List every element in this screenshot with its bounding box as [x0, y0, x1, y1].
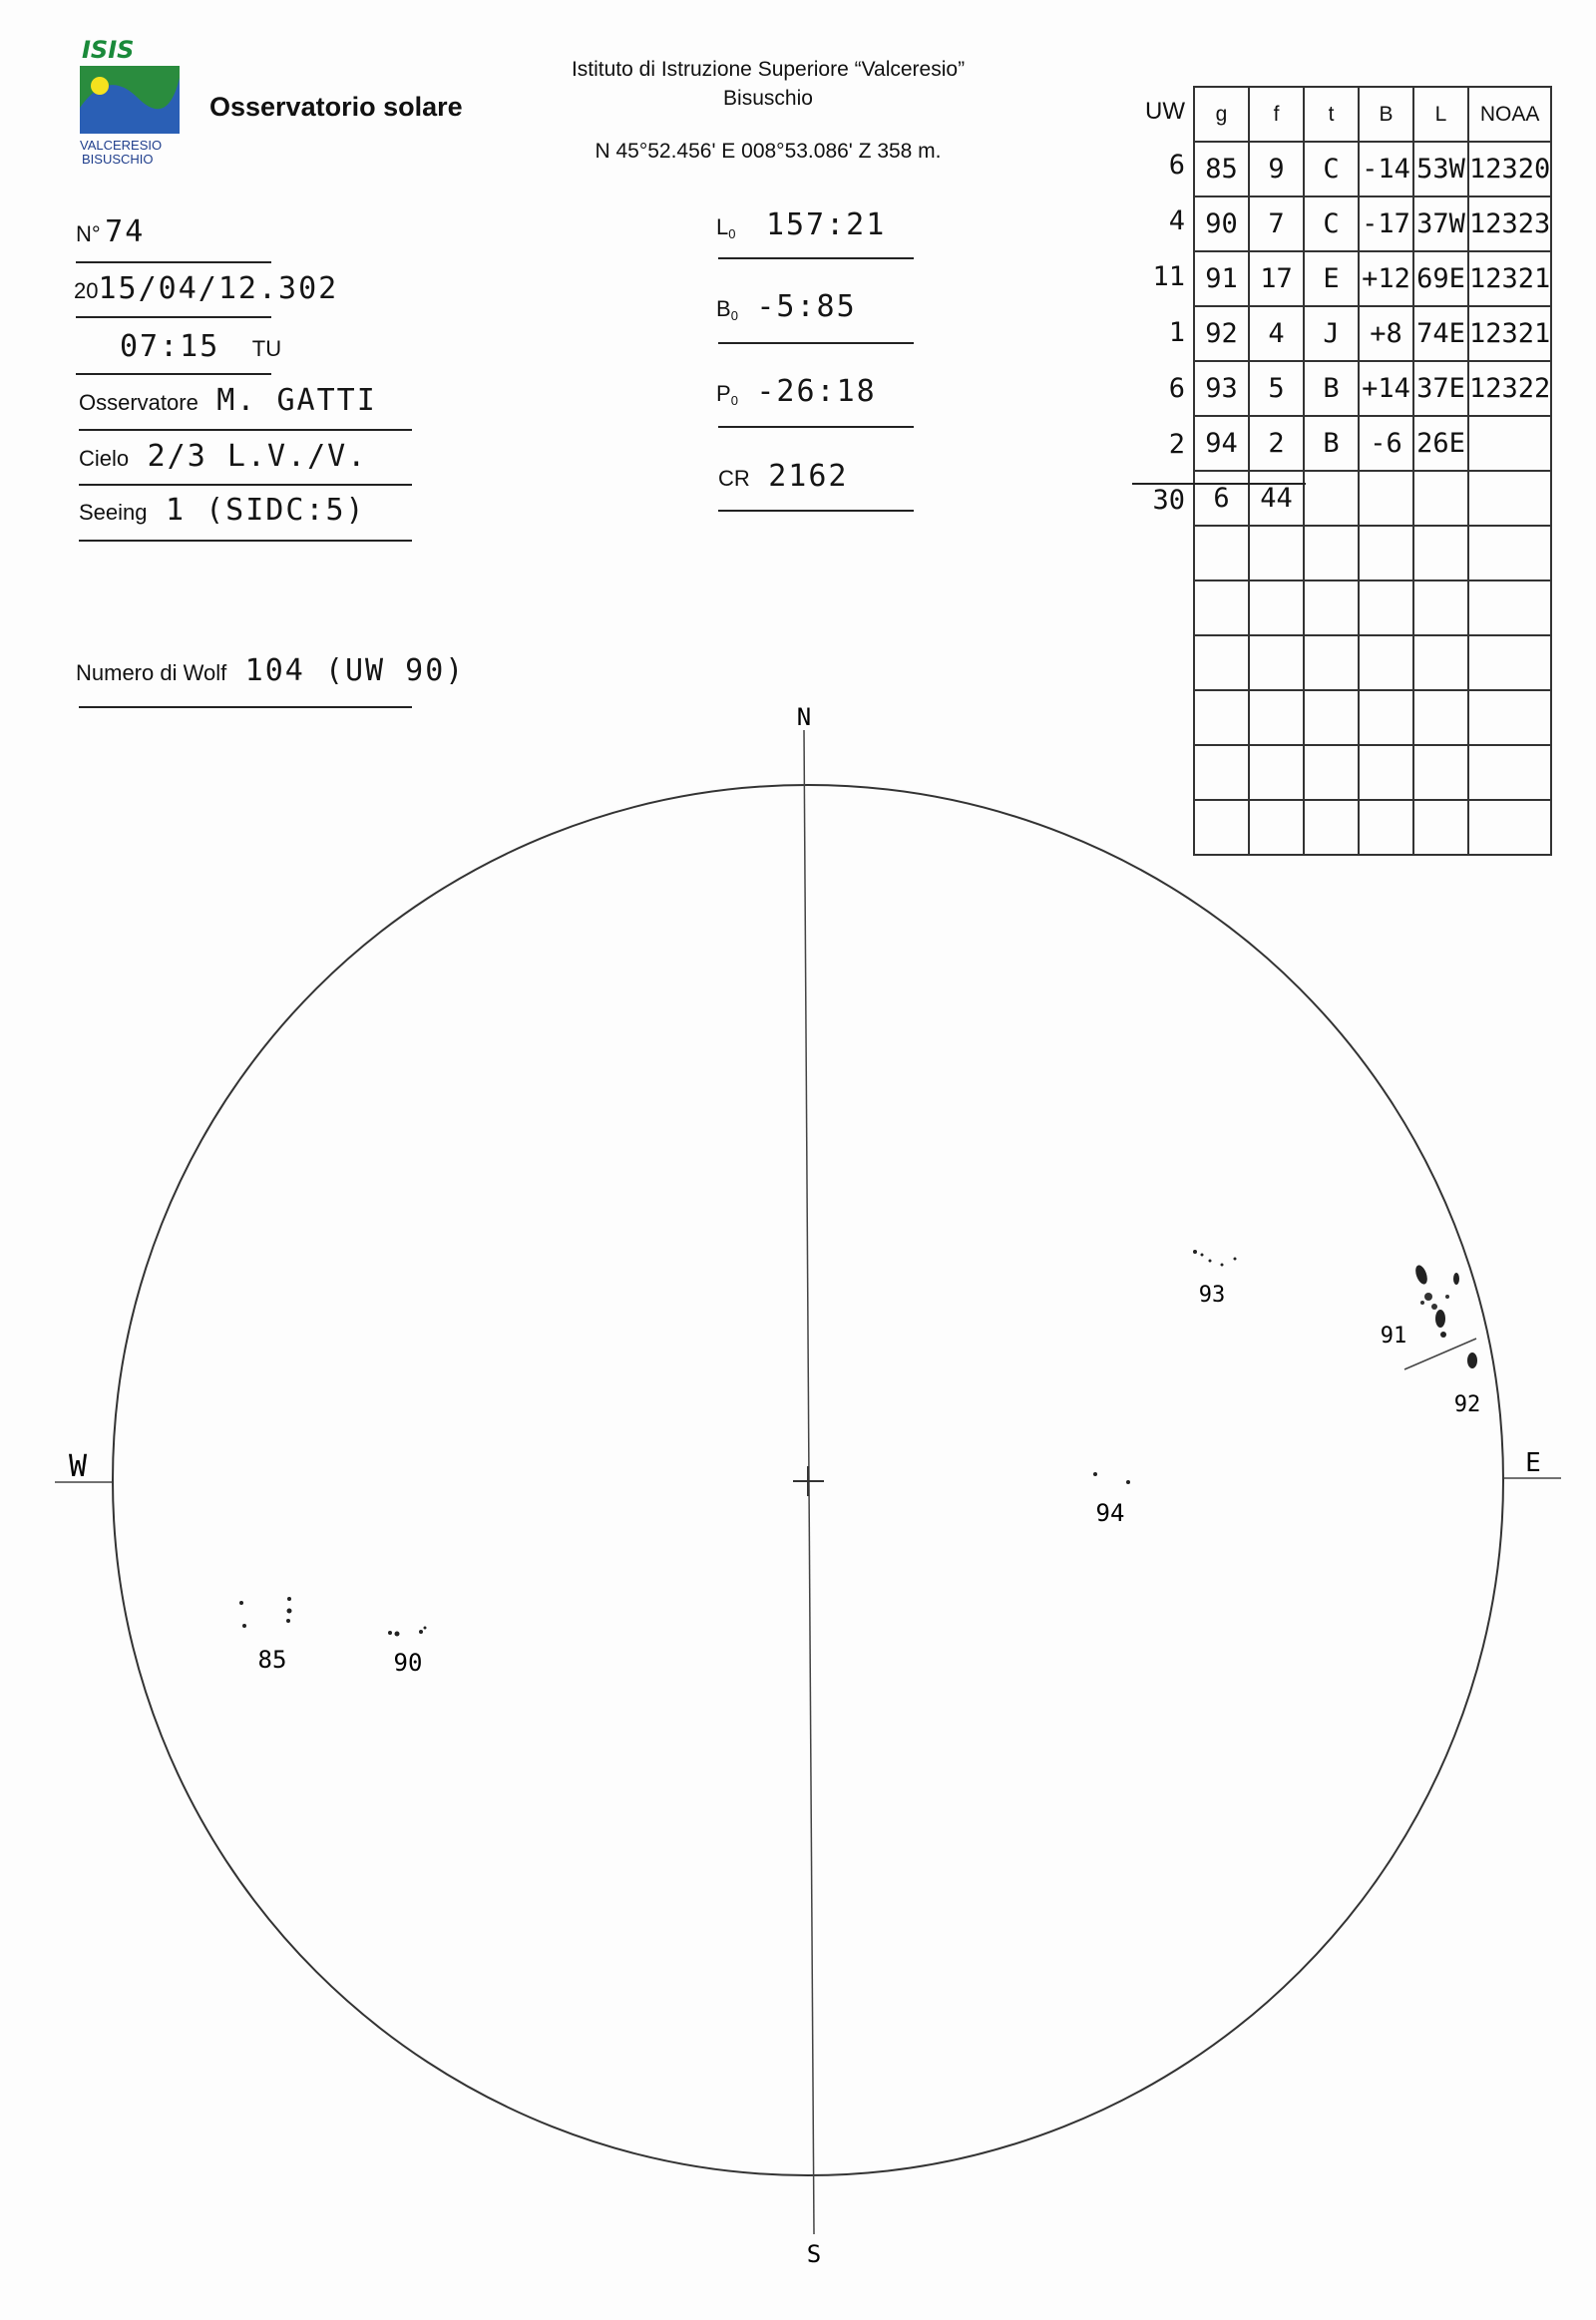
col-f-header: f — [1249, 87, 1304, 142]
uw-value: 6 — [1168, 150, 1185, 181]
institute-line-2: Bisuschio — [723, 87, 813, 110]
sunspot-group-94 — [1093, 1472, 1130, 1527]
cell-f: 4 — [1249, 306, 1304, 361]
date-prefix: 20 — [74, 278, 99, 303]
cell-noaa: 12321 — [1468, 306, 1551, 361]
cell-t: B — [1304, 416, 1359, 471]
cell-g: 90 — [1194, 196, 1249, 251]
uw-value: 2 — [1168, 429, 1185, 460]
observatory-title: Osservatorio solare — [209, 92, 463, 122]
cell-t: B — [1304, 361, 1359, 416]
cell-g: 93 — [1194, 361, 1249, 416]
wolf-label: Numero di Wolf — [76, 660, 227, 685]
sunspot-group-90 — [388, 1627, 427, 1678]
cell-g: 91 — [1194, 251, 1249, 306]
cell-f: 7 — [1249, 196, 1304, 251]
col-t-header: t — [1304, 87, 1359, 142]
col-b-header: B — [1359, 87, 1413, 142]
cell-b: +8 — [1359, 306, 1413, 361]
logo-caption-2: BISUSCHIO — [82, 152, 154, 167]
institute-line-1: Istituto di Istruzione Superiore “Valceresio” — [571, 58, 966, 81]
uw-value: 11 — [1152, 261, 1185, 292]
group-91-92-divider — [1404, 1339, 1476, 1369]
col-noaa-header: NOAA — [1468, 87, 1551, 142]
seeing-label: Seeing — [79, 500, 148, 525]
p0-value: -26:18 — [756, 374, 877, 409]
observer-value: M. GATTI — [216, 383, 377, 418]
wolf-value: 104 (UW 90) — [244, 653, 466, 688]
l0-value: 157:21 — [765, 207, 887, 242]
total-f: 44 — [1249, 471, 1304, 526]
b0-label: B — [716, 296, 731, 321]
cr-label: CR — [718, 466, 750, 491]
group-91-label: 91 — [1380, 1324, 1407, 1349]
cell-f: 9 — [1249, 142, 1304, 196]
west-label: W — [68, 1449, 88, 1484]
cell-b: -14 — [1359, 142, 1413, 196]
group-90-label: 90 — [393, 1649, 423, 1677]
cell-f: 2 — [1249, 416, 1304, 471]
cell-t: E — [1304, 251, 1359, 306]
uw-value: 6 — [1168, 373, 1185, 404]
cell-b: -17 — [1359, 196, 1413, 251]
sunspot-group-92 — [1454, 1353, 1481, 1417]
cell-l: 37W — [1413, 196, 1468, 251]
east-label: E — [1525, 1448, 1541, 1478]
uw-value: 4 — [1168, 205, 1185, 236]
group-92-label: 92 — [1453, 1392, 1481, 1417]
cell-l: 74E — [1413, 306, 1468, 361]
cell-g: 85 — [1194, 142, 1249, 196]
cell-t: J — [1304, 306, 1359, 361]
cell-b: -6 — [1359, 416, 1413, 471]
number-label: N° — [76, 221, 101, 246]
sunspot-group-91 — [1381, 1264, 1459, 1349]
time-value: 07:15 — [120, 329, 220, 364]
cell-b: +12 — [1359, 251, 1413, 306]
b0-sub: 0 — [730, 308, 738, 324]
cell-l: 26E — [1413, 416, 1468, 471]
seeing-value: 1 (SIDC:5) — [165, 493, 366, 528]
col-l-header: L — [1413, 87, 1468, 142]
sunspot-group-93 — [1193, 1250, 1237, 1308]
cell-noaa: 12320 — [1468, 142, 1551, 196]
north-label: N — [796, 703, 812, 731]
uw-header: UW — [1145, 98, 1185, 125]
cell-noaa: 12321 — [1468, 251, 1551, 306]
cell-l: 37E — [1413, 361, 1468, 416]
cr-value: 2162 — [768, 459, 849, 494]
observatory-coordinates: N 45°52.456' E 008°53.086' Z 358 m. — [595, 140, 942, 163]
cell-g: 94 — [1194, 416, 1249, 471]
observer-label: Osservatore — [79, 390, 199, 415]
cell-b: +14 — [1359, 361, 1413, 416]
uw-value: 1 — [1168, 317, 1185, 348]
cell-l: 69E — [1413, 251, 1468, 306]
number-value: 74 — [105, 214, 146, 249]
cell-t: C — [1304, 196, 1359, 251]
total-g: 6 — [1194, 471, 1249, 526]
cell-noaa: 12323 — [1468, 196, 1551, 251]
group-93-label: 93 — [1198, 1283, 1226, 1308]
group-85-label: 85 — [257, 1646, 287, 1674]
sky-value: 2/3 L.V./V. — [147, 439, 368, 474]
cell-t: C — [1304, 142, 1359, 196]
l0-sub: 0 — [728, 226, 736, 242]
sunspot-group-85 — [239, 1597, 292, 1674]
cell-f: 17 — [1249, 251, 1304, 306]
p0-label: P — [716, 381, 731, 406]
sky-label: Cielo — [79, 446, 130, 471]
cell-noaa: 12322 — [1468, 361, 1551, 416]
logo-caption-1: VALCERESIO — [80, 138, 163, 153]
date-value: 15/04/12.302 — [98, 271, 339, 306]
p0-sub: 0 — [730, 393, 738, 409]
col-g-header: g — [1194, 87, 1249, 142]
cell-l: 53W — [1413, 142, 1468, 196]
cell-g: 92 — [1194, 306, 1249, 361]
group-94-label: 94 — [1095, 1499, 1125, 1527]
b0-value: -5:85 — [756, 289, 857, 324]
time-suffix: TU — [251, 336, 282, 361]
l0-label: L — [716, 214, 729, 239]
cell-f: 5 — [1249, 361, 1304, 416]
south-label: S — [806, 2240, 822, 2268]
logo-wordmark: ISIS — [82, 38, 135, 64]
uw-total: 30 — [1152, 485, 1185, 516]
